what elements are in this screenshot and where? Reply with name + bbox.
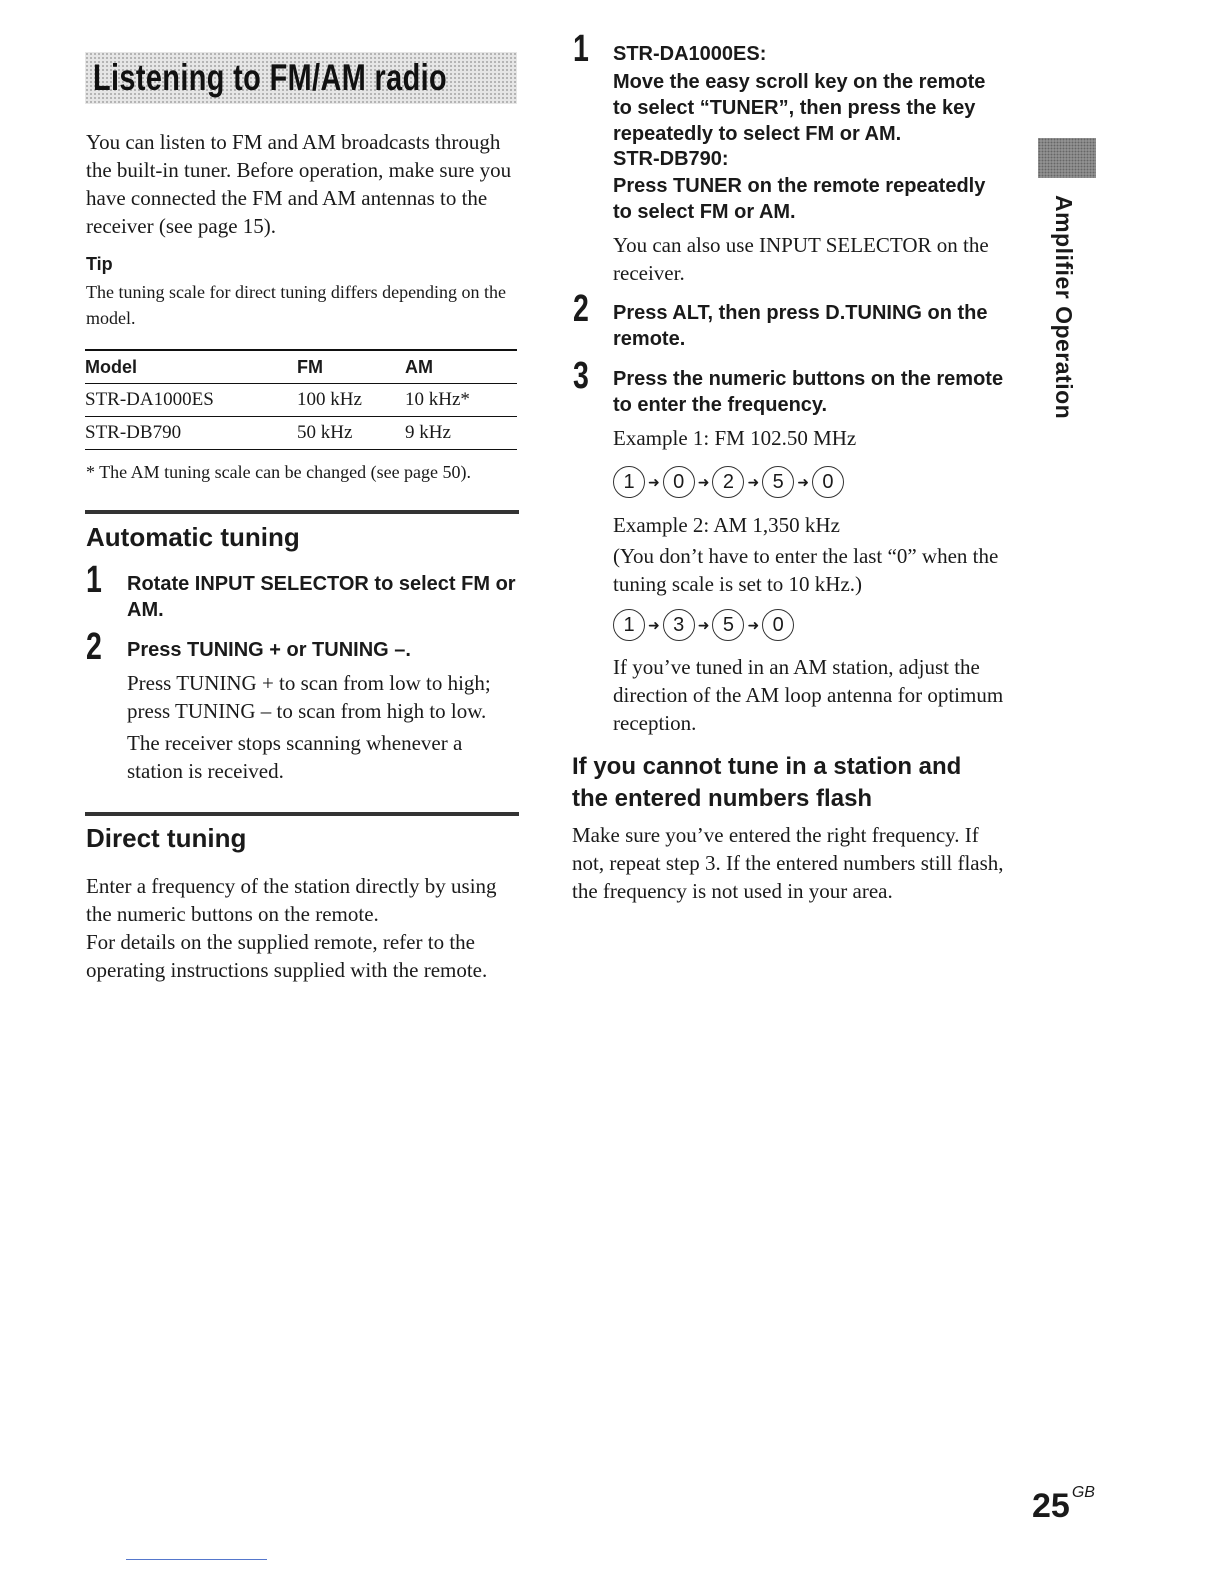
cell-fm: 100 kHz [297,384,405,417]
numeric-key: 1 [613,466,645,498]
numeric-key: 0 [762,609,794,641]
step-text: Press TUNING + or TUNING –. [127,639,411,661]
table-row [85,417,517,450]
numeric-key: 5 [712,609,744,641]
step-number: 2 [573,288,589,330]
tip-label: Tip [86,254,113,274]
key-sequence-2 [613,609,794,641]
table-footnote: * The AM tuning scale can be changed (see page 50). [86,462,472,482]
step-body: If you’ve tuned in an AM station, adjust the direction of the AM loop antenna for optimum reception. [613,655,1004,735]
cell-am: 10 kHz* [405,384,517,417]
table-row [85,384,517,417]
cell-model: STR-DA1000ES [85,384,297,417]
step-text: Press the numeric buttons on the remote to enter the frequency. [613,368,1004,416]
cell-fm: 50 kHz [297,417,405,450]
numeric-key: 5 [762,466,794,498]
section-divider [85,510,519,514]
section-tab-marker [1038,138,1096,178]
trouble-heading: If you cannot tune in a station and the entered numbers flash [572,753,962,812]
numeric-key: 1 [613,609,645,641]
step-number: 1 [86,559,102,601]
step-number: 1 [573,28,589,70]
col-am: AM [405,350,517,384]
direct-paragraph: For details on the supplied remote, refer to the operating instructions supplied with the remote. [86,930,488,982]
step-number: 2 [86,626,102,668]
page-title: Listening to FM/AM radio [93,57,448,98]
example-1-label: Example 1: FM 102.50 MHz [613,426,857,450]
numeric-key: 0 [663,466,695,498]
page-number [1032,1484,1095,1526]
cell-model: STR-DB790 [85,417,297,450]
arrow-icon: ➜ [747,473,760,490]
intro-paragraph: You can listen to FM and AM broadcasts through the built-in tuner. Before operation, make sure you have connected the FM and AM antennas to the receiver (see page 15). [86,130,512,238]
example-2-label: Example 2: AM 1,350 kHz [613,513,840,537]
example-2-note: (You don’t have to enter the last “0” when the tuning scale is set to 10 kHz.) [613,544,999,596]
footer-rule [126,1559,267,1560]
section-tab-label: Amplifier Operation [1051,195,1077,420]
model-label: STR-DB790: [613,148,729,170]
page-number-suffix: GB [1071,1484,1095,1501]
col-fm: FM [297,350,405,384]
step-text: Press TUNER on the remote repeatedly to select FM or AM. [613,175,986,223]
arrow-icon: ➜ [747,616,760,633]
step-body: The receiver stops scanning whenever a station is received. [127,731,463,783]
step-text: Rotate INPUT SELECTOR to select FM or AM. [127,573,516,621]
step-text: Move the easy scroll key on the remote to select “TUNER”, then press the key repeatedly to select FM or AM. [613,71,986,145]
key-sequence-1 [613,466,844,498]
direct-paragraph: Enter a frequency of the station directly by using the numeric buttons on the remote. [86,874,497,926]
step-body: Press TUNING + to scan from low to high; press TUNING – to scan from high to low. [127,671,491,723]
tip-text: The tuning scale for direct tuning differs depending on the model. [86,282,507,328]
cell-am: 9 kHz [405,417,517,450]
arrow-icon: ➜ [648,473,660,490]
step-body: You can also use INPUT SELECTOR on the receiver. [613,233,989,285]
arrow-icon: ➜ [697,616,710,633]
col-model: Model [85,350,297,384]
tuning-scale-table [85,349,517,450]
arrow-icon: ➜ [648,616,660,633]
arrow-icon: ➜ [697,473,710,490]
step-number: 3 [573,355,589,397]
step-text: Press ALT, then press D.TUNING on the remote. [613,302,988,350]
model-label: STR-DA1000ES: [613,43,767,65]
numeric-key: 3 [663,609,695,641]
page-number-value: 25 [1032,1487,1070,1525]
automatic-tuning-heading: Automatic tuning [86,522,300,552]
trouble-text: Make sure you’ve entered the right frequency. If not, repeat step 3. If the entered numbers still flash, the frequency is not used in your area. [572,823,1004,903]
direct-tuning-heading: Direct tuning [86,823,247,853]
arrow-icon: ➜ [797,473,809,490]
section-divider [85,812,519,816]
numeric-key: 0 [812,466,844,498]
table-header-row [85,350,517,384]
numeric-key: 2 [712,466,744,498]
